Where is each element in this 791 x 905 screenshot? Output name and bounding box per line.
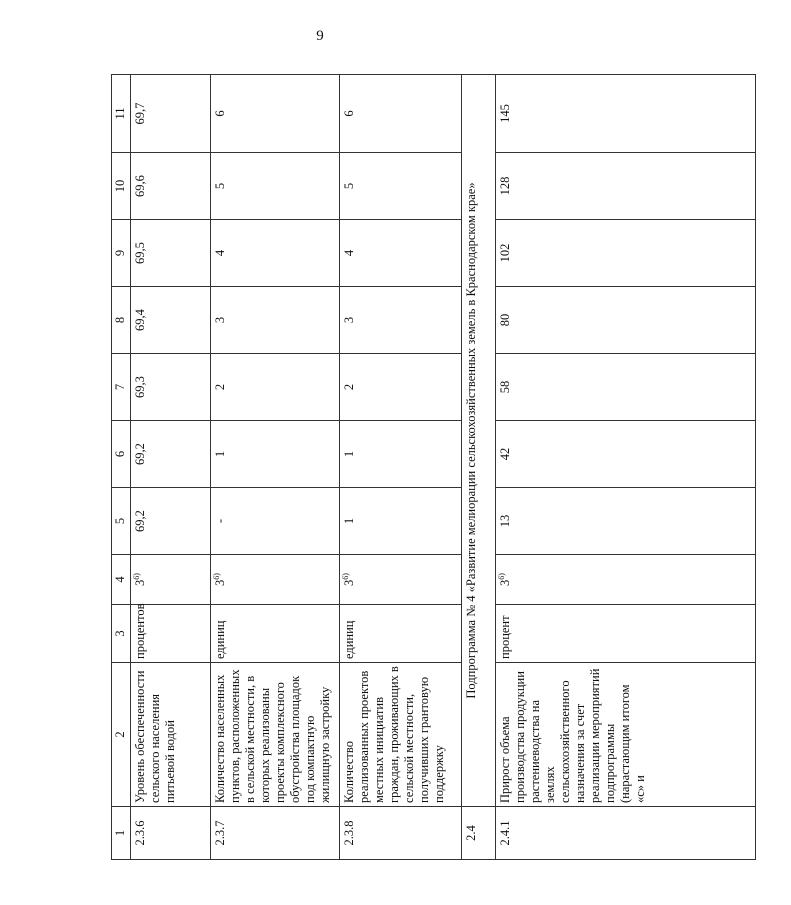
value-2024: 5 bbox=[211, 153, 340, 220]
header-col-5: 5 bbox=[112, 488, 131, 555]
row-number: 2.3.8 bbox=[340, 807, 462, 860]
status bbox=[340, 555, 462, 605]
table-container bbox=[111, 75, 791, 860]
page-number: 9 bbox=[316, 28, 324, 44]
value-2023: 4 bbox=[340, 220, 462, 287]
value-2024: 69,6 bbox=[131, 153, 211, 220]
value-2025: 69,7 bbox=[131, 75, 211, 153]
row-number: 2.4.1 bbox=[496, 807, 756, 860]
value-2021: 58 bbox=[496, 354, 756, 421]
value-2022: 69,4 bbox=[131, 287, 211, 354]
subprogram-row bbox=[462, 75, 496, 860]
status-note: 6) bbox=[340, 573, 350, 580]
value-2020: 69,2 bbox=[131, 421, 211, 488]
status bbox=[131, 555, 211, 605]
value-2022: 3 bbox=[340, 287, 462, 354]
header-col-8: 8 bbox=[112, 287, 131, 354]
status bbox=[496, 555, 756, 605]
unit: процент bbox=[496, 605, 756, 663]
value-2019: 13 bbox=[496, 488, 756, 555]
status-value: 3 bbox=[342, 579, 356, 586]
header-col-4: 4 bbox=[112, 555, 131, 605]
value-2021: 69,3 bbox=[131, 354, 211, 421]
header-col-11: 11 bbox=[112, 75, 131, 153]
subprogram-title: Подпрограмма № 4 «Развитие мелиорации сельскохозяйственных земель в Краснодарском крае» bbox=[462, 75, 496, 807]
table-row bbox=[340, 75, 462, 860]
subprogram-number: 2.4 bbox=[462, 807, 496, 860]
value-2020: 42 bbox=[496, 421, 756, 488]
status bbox=[211, 555, 340, 605]
status-value: 3 bbox=[213, 579, 227, 586]
value-2019: - bbox=[211, 488, 340, 555]
value-2024: 5 bbox=[340, 153, 462, 220]
header-col-7: 7 bbox=[112, 354, 131, 421]
header-row bbox=[112, 75, 131, 860]
value-2021: 2 bbox=[211, 354, 340, 421]
indicator-name: Прирост объема производства продукции растениеводства на землях сельскохозяйственного назначения за счет реализации мероприятий подпрограммы (нарастающим итогом «с» и bbox=[496, 663, 756, 807]
value-2019: 69,2 bbox=[131, 488, 211, 555]
table-row bbox=[131, 75, 211, 860]
status-note: 6) bbox=[496, 573, 506, 580]
value-2019: 1 bbox=[340, 488, 462, 555]
value-2023: 4 bbox=[211, 220, 340, 287]
header-col-2: 2 bbox=[112, 663, 131, 807]
status-value: 3 bbox=[133, 579, 147, 586]
status-value: 3 bbox=[498, 579, 512, 586]
row-number: 2.3.7 bbox=[211, 807, 340, 860]
value-2020: 1 bbox=[211, 421, 340, 488]
value-2020: 1 bbox=[340, 421, 462, 488]
value-2022: 80 bbox=[496, 287, 756, 354]
header-col-1: 1 bbox=[112, 807, 131, 860]
rotated-table bbox=[111, 75, 791, 860]
indicator-name: Уровень обеспеченности сельского населения питьевой водой bbox=[131, 663, 211, 807]
value-2023: 102 bbox=[496, 220, 756, 287]
value-2025: 6 bbox=[211, 75, 340, 153]
value-2025: 145 bbox=[496, 75, 756, 153]
status-note: 6) bbox=[211, 573, 221, 580]
value-2025: 6 bbox=[340, 75, 462, 153]
indicator-name: Количество населенных пунктов, расположенных в сельской местности, в которых реализованы проекты комплексного обустройства площадок под компактную жилищную застройку bbox=[211, 663, 340, 807]
unit: единиц bbox=[340, 605, 462, 663]
unit: единиц bbox=[211, 605, 340, 663]
indicators-table bbox=[111, 74, 756, 860]
value-2024: 128 bbox=[496, 153, 756, 220]
header-col-3: 3 bbox=[112, 605, 131, 663]
value-2021: 2 bbox=[340, 354, 462, 421]
indicator-name: Количество реализованных проектов местных инициатив граждан, проживающих в сельской местности, получивших грантовую поддержку bbox=[340, 663, 462, 807]
value-2023: 69,5 bbox=[131, 220, 211, 287]
unit: процентов bbox=[131, 605, 211, 663]
status-note: 6) bbox=[131, 573, 141, 580]
table-row bbox=[211, 75, 340, 860]
value-2022: 3 bbox=[211, 287, 340, 354]
row-number: 2.3.6 bbox=[131, 807, 211, 860]
table-row bbox=[496, 75, 756, 860]
header-col-6: 6 bbox=[112, 421, 131, 488]
header-col-9: 9 bbox=[112, 220, 131, 287]
header-col-10: 10 bbox=[112, 153, 131, 220]
